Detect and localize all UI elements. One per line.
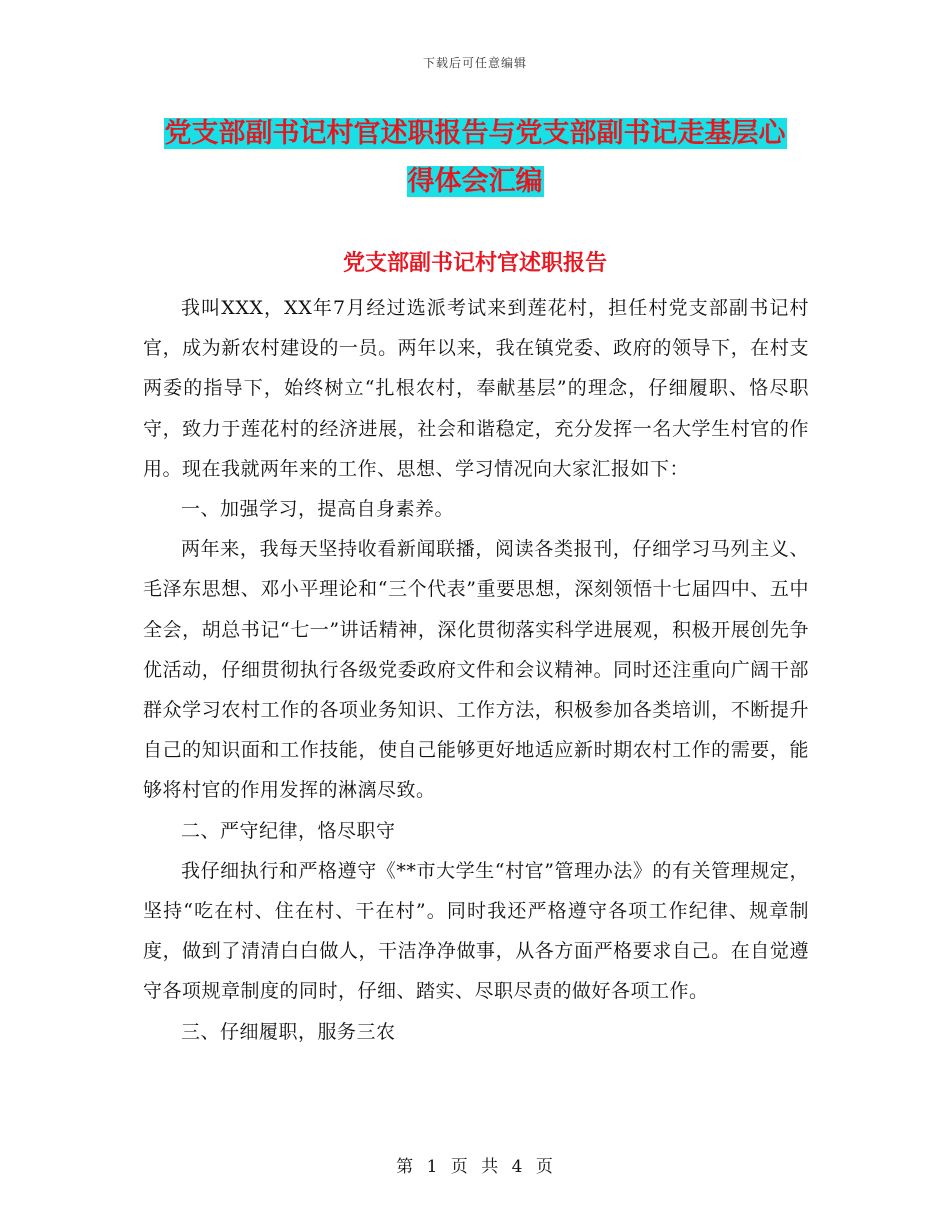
section-title: 党支部副书记村官述职报告 bbox=[342, 250, 607, 276]
heading-section-3: 三、仔细履职，服务三农 bbox=[181, 1020, 396, 1043]
page-number: 第 1 页 共 4 页 bbox=[396, 1157, 554, 1177]
paragraph-intro: 我叫XXX，XX年7月经过选派考试来到莲花村，担任村党支部副书记村官，成为新农村建设的一员。两年以来，我在镇党委、政府的领导下，在村支两委的指导下，始终树立“扎根农村，奉献基层”的理念，仔细履职、恪尽职守，致力于莲花村的经济进展，社会和谐稳定，充分发挥一名大学生村官的作用。现在我就两年来的工作、思想、学习情况向大家汇报如下： bbox=[143, 297, 809, 480]
paragraph-discipline: 我仔细执行和严格遵守《**市大学生“村官”管理办法》的有关管理规定，坚持“吃在村、住在村、干在村”。同时我还严格遵守各项工作纪律、规章制度，做到了清清白白做人，干洁净净做事，从各方面严格要求自己。在自觉遵守各项规章制度的同时，仔细、踏实、尽职尽责的做好各项工作。 bbox=[143, 859, 809, 1003]
heading-section-2: 二、严守纪律，恪尽职守 bbox=[181, 819, 396, 842]
heading-section-1: 一、加强学习，提高自身素养。 bbox=[181, 498, 455, 521]
paragraph-study: 两年来，我每天坚持收看新闻联播，阅读各类报刊，仔细学习马列主义、毛泽东思想、邓小平理论和“三个代表”重要思想，深刻领悟十七届四中、五中全会，胡总书记“七一”讲话精神，深化贯彻落实科学进展观，积极开展创先争优活动，仔细贯彻执行各级党委政府文件和会议精神。同时还注重向广阔干部群众学习农村工作的各项业务知识、工作方法，积极参加各类培训，不断提升自己的知识面和工作技能，使自己能够更好地适应新时期农村工作的需要，能够将村官的作用发挥的淋漓尽致。 bbox=[143, 538, 809, 802]
document-title-line-2: 得体会汇编 bbox=[407, 166, 543, 197]
document-title bbox=[0, 110, 950, 206]
header-note: 下载后可任意编辑 bbox=[422, 56, 527, 70]
document-title-line-1: 党支部副书记村官述职报告与党支部副书记走基层心 bbox=[164, 118, 786, 149]
document-body bbox=[143, 288, 809, 1052]
